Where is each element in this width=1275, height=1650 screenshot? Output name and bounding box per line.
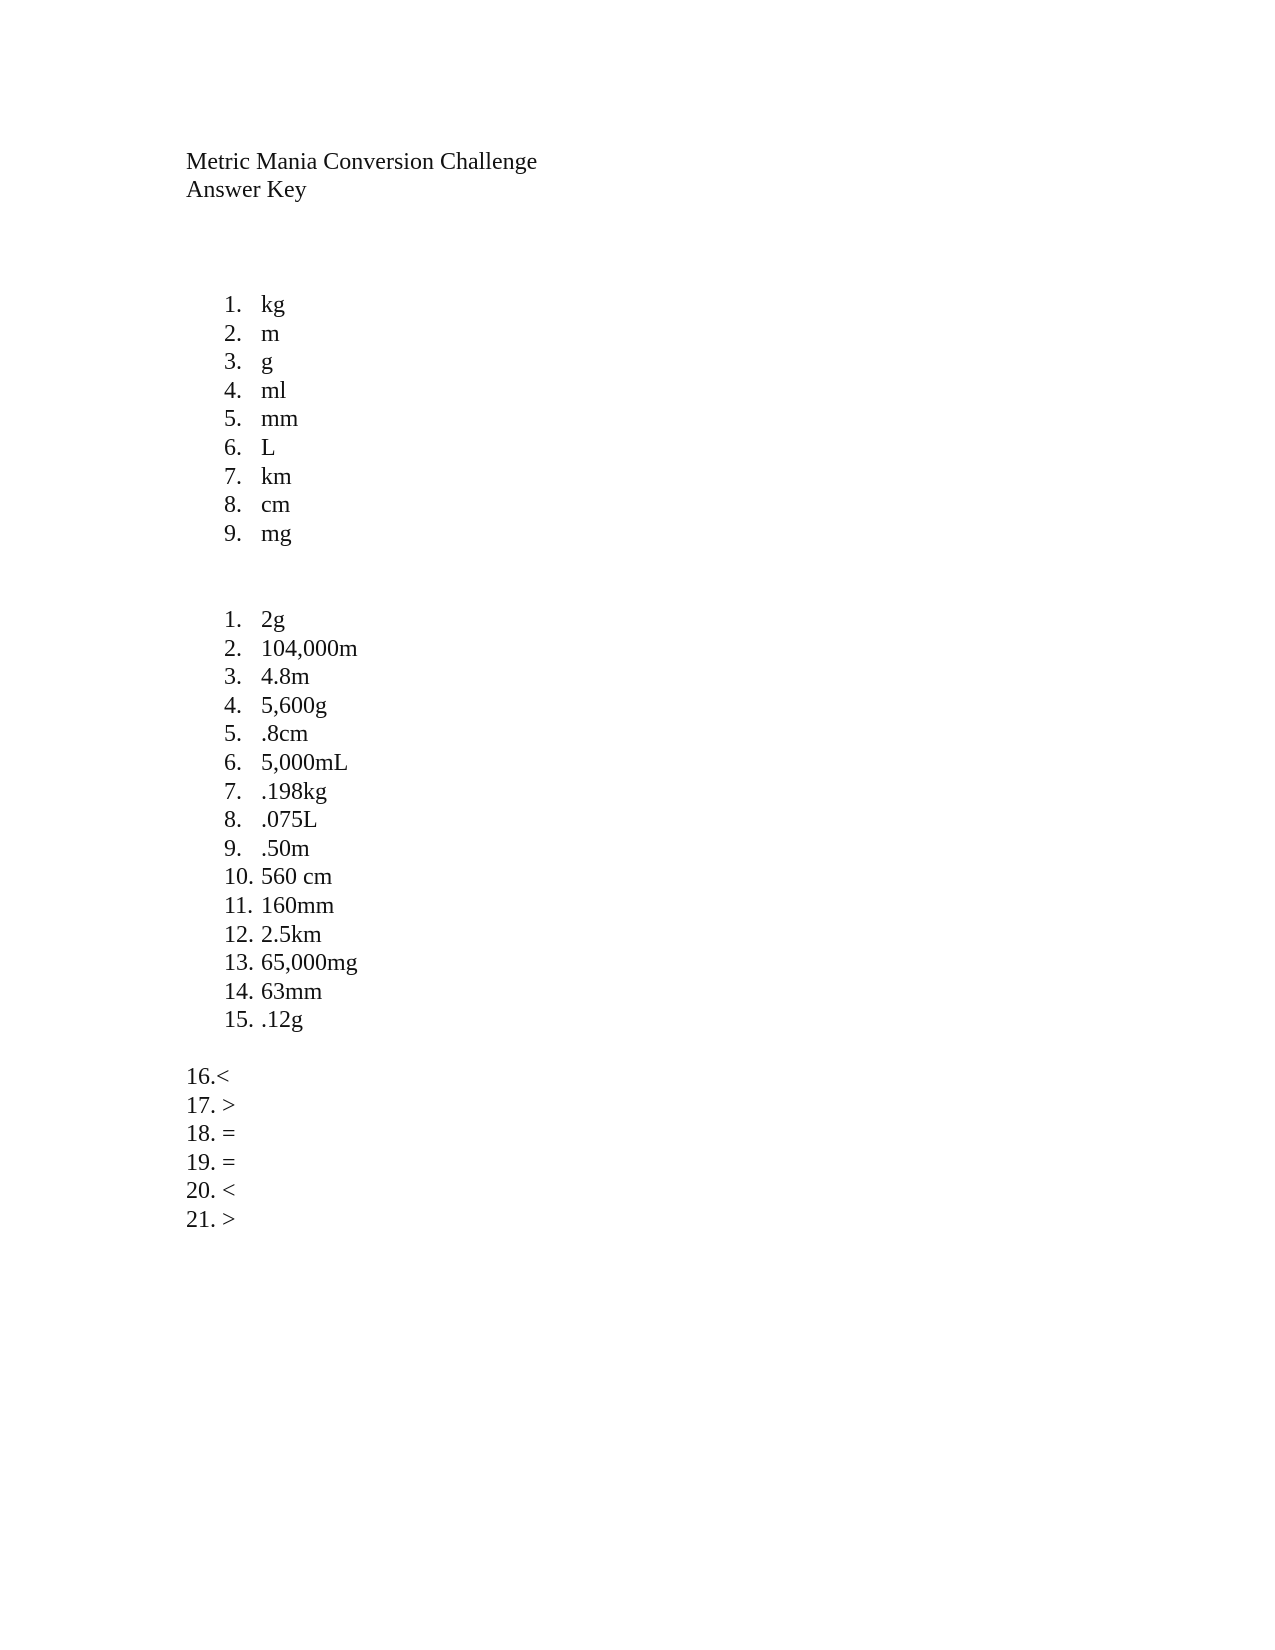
list-item xyxy=(0,806,500,835)
item-number: 2. xyxy=(224,635,242,662)
list-item: 19. = xyxy=(186,1149,236,1176)
item-answer: 2g xyxy=(261,607,285,633)
list-item: 20. < xyxy=(186,1178,236,1205)
document-title: Metric Mania Conversion Challenge xyxy=(186,149,538,175)
item-number: 7. xyxy=(224,463,242,490)
list-item xyxy=(0,1006,500,1035)
item-answer: .50m xyxy=(261,835,310,862)
item-number: 3. xyxy=(224,664,242,691)
item-number: 9. xyxy=(224,835,242,862)
item-answer: mm xyxy=(261,406,299,433)
item-answer: mg xyxy=(261,520,292,547)
item-number: 4. xyxy=(224,692,242,719)
item-number: 5. xyxy=(224,406,242,433)
item-number: 1. xyxy=(224,607,242,633)
list-item xyxy=(0,949,500,978)
item-answer: L xyxy=(261,434,276,461)
list-item xyxy=(0,720,500,749)
list-item xyxy=(0,377,500,406)
list-item xyxy=(0,348,500,377)
list-item xyxy=(0,520,500,549)
document-subtitle: Answer Key xyxy=(186,177,307,203)
item-number: 6. xyxy=(224,434,242,461)
item-answer: .8cm xyxy=(261,721,309,748)
list-item xyxy=(0,863,500,892)
item-answer: 5,600g xyxy=(261,692,327,719)
item-answer: 560 cm xyxy=(261,864,333,891)
comparison-answers-list xyxy=(186,1063,236,1235)
list-item: 16.< xyxy=(186,1064,230,1090)
item-number: 7. xyxy=(224,778,242,805)
list-item xyxy=(0,491,500,520)
item-answer: .12g xyxy=(261,1007,303,1034)
item-number: 14. xyxy=(224,978,254,1005)
list-item xyxy=(0,291,500,320)
item-number: 1. xyxy=(224,292,242,318)
item-number: 5. xyxy=(224,721,242,748)
item-answer: cm xyxy=(261,492,291,519)
item-number: 4. xyxy=(224,377,242,404)
list-item xyxy=(0,692,500,721)
item-answer: ml xyxy=(261,377,287,404)
list-item xyxy=(0,921,500,950)
item-number: 10. xyxy=(224,864,254,891)
item-answer: 65,000mg xyxy=(261,950,358,977)
list-item: 18. = xyxy=(186,1121,236,1148)
item-answer: .198kg xyxy=(261,778,327,805)
list-item xyxy=(0,320,500,349)
item-answer: 2.5km xyxy=(261,921,322,948)
list-item xyxy=(0,749,500,778)
list-item xyxy=(0,663,500,692)
item-number: 8. xyxy=(224,807,242,834)
title-block xyxy=(186,148,537,204)
item-number: 12. xyxy=(224,921,254,948)
list-item xyxy=(0,978,500,1007)
item-answer: 160mm xyxy=(261,892,335,919)
item-answer: 104,000m xyxy=(261,635,358,662)
list-item xyxy=(0,463,500,492)
list-item xyxy=(0,835,500,864)
item-number: 9. xyxy=(224,520,242,547)
item-answer: 5,000mL xyxy=(261,749,349,776)
item-answer: 63mm xyxy=(261,978,323,1005)
item-answer: m xyxy=(261,320,280,347)
list-item xyxy=(0,606,500,635)
list-item: 21. > xyxy=(186,1206,236,1233)
list-item: 17. > xyxy=(186,1092,236,1119)
item-answer: 4.8m xyxy=(261,664,310,691)
item-number: 3. xyxy=(224,349,242,376)
list-item xyxy=(0,778,500,807)
list-item xyxy=(0,892,500,921)
item-number: 11. xyxy=(224,892,254,919)
list-item xyxy=(0,405,500,434)
conversion-answers-list xyxy=(0,606,500,1035)
item-number: 6. xyxy=(224,749,242,776)
item-answer: .075L xyxy=(261,807,318,834)
item-answer: g xyxy=(261,349,273,376)
item-number: 2. xyxy=(224,320,242,347)
item-number: 8. xyxy=(224,492,242,519)
item-number: 13. xyxy=(224,950,254,977)
list-item xyxy=(0,434,500,463)
item-answer: kg xyxy=(261,292,285,318)
item-answer: km xyxy=(261,463,292,490)
unit-answers-list xyxy=(0,291,500,548)
item-number: 15. xyxy=(224,1007,254,1034)
list-item xyxy=(0,635,500,664)
